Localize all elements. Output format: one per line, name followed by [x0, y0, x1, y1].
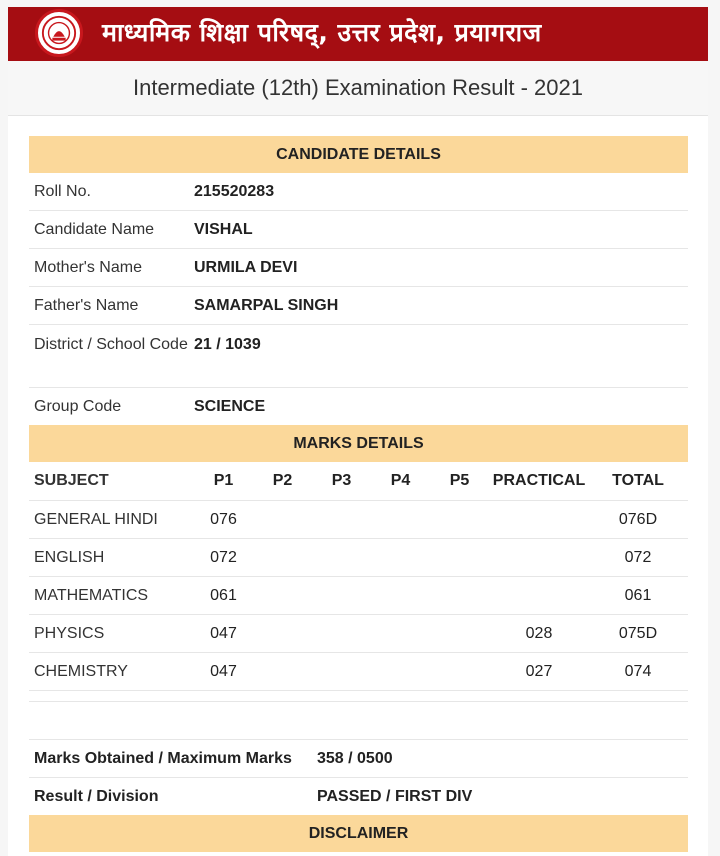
divider	[29, 702, 688, 740]
result-division-label: Result / Division	[34, 787, 159, 805]
marks-details-header: MARKS DETAILS	[29, 425, 688, 462]
field-value: VISHAL	[194, 220, 253, 238]
subject-cell: MATHEMATICS	[34, 586, 149, 604]
field-label: Mother's Name	[34, 258, 142, 276]
field-value: 215520283	[194, 182, 275, 200]
board-name: माध्यमिक शिक्षा परिषद्, उत्तर प्रदेश, प्रयागराज	[102, 18, 542, 47]
total-cell: 076D	[618, 510, 658, 528]
column-header: P4	[390, 472, 411, 489]
candidate-row-mother	[29, 249, 688, 287]
header-banner	[8, 7, 708, 61]
result-title-bar	[8, 61, 708, 116]
column-header: P5	[449, 472, 470, 489]
result-card	[8, 116, 708, 856]
column-header: P3	[331, 472, 352, 489]
table-row	[29, 501, 688, 539]
candidate-row-name	[29, 211, 688, 249]
subject-cell: PHYSICS	[34, 624, 105, 642]
p1-cell: 047	[210, 662, 237, 680]
table-row	[29, 539, 688, 577]
column-header: PRACTICAL	[492, 472, 586, 489]
total-cell: 072	[624, 548, 652, 566]
result-division-row	[29, 778, 688, 815]
subject-cell: GENERAL HINDI	[34, 510, 158, 528]
divider	[29, 691, 688, 702]
table-row	[29, 615, 688, 653]
p1-cell: 072	[210, 548, 237, 566]
practical-cell: 027	[525, 662, 553, 680]
total-cell: 061	[624, 586, 652, 604]
field-label: District / School Code	[34, 336, 188, 353]
marks-summary-row	[29, 740, 688, 778]
candidate-row-roll	[29, 173, 688, 211]
marks-table-header	[29, 462, 688, 501]
marks-obtained-value: 358 / 0500	[317, 749, 393, 767]
marks-obtained-label: Marks Obtained / Maximum Marks	[34, 749, 292, 767]
field-value: 21 / 1039	[194, 336, 261, 353]
p1-cell: 076	[210, 510, 237, 528]
subject-cell: CHEMISTRY	[34, 662, 128, 680]
subject-cell: ENGLISH	[34, 548, 105, 566]
candidate-row-group	[29, 388, 688, 425]
board-logo-icon	[35, 9, 83, 57]
result-title: Intermediate (12th) Examination Result - 2021	[132, 75, 583, 100]
candidate-details-header: CANDIDATE DETAILS	[29, 136, 688, 173]
candidate-row-school	[29, 325, 688, 388]
column-header: P1	[213, 472, 234, 489]
table-row	[29, 653, 688, 691]
total-cell: 075D	[618, 624, 658, 642]
total-cell: 074	[624, 662, 652, 680]
column-header: SUBJECT	[34, 472, 109, 489]
field-value: SCIENCE	[194, 397, 266, 415]
p1-cell: 061	[210, 586, 237, 604]
field-label: Father's Name	[34, 296, 139, 314]
table-row	[29, 577, 688, 615]
candidate-row-father	[29, 287, 688, 325]
field-value: SAMARPAL SINGH	[194, 296, 339, 314]
column-header: P2	[272, 472, 293, 489]
field-value: URMILA DEVI	[194, 258, 298, 276]
p1-cell: 047	[210, 624, 237, 642]
practical-cell: 028	[525, 624, 553, 642]
column-header: TOTAL	[612, 472, 664, 489]
result-division-value: PASSED / FIRST DIV	[317, 787, 473, 805]
field-label: Group Code	[34, 397, 122, 415]
disclaimer-header: DISCLAIMER	[29, 815, 688, 852]
field-label: Roll No.	[34, 182, 91, 200]
field-label: Candidate Name	[34, 220, 155, 238]
